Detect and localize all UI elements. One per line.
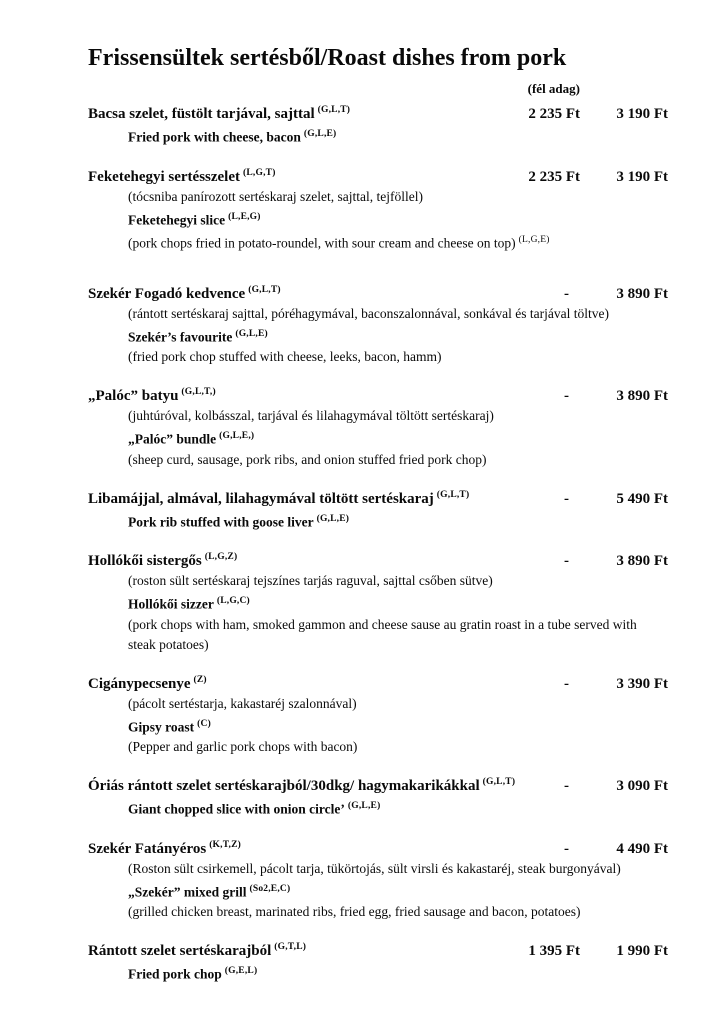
item-translation (128, 124, 668, 148)
item-price-full: 5 490 Ft (616, 490, 668, 507)
line-text: Hollókői sizzer (128, 596, 214, 612)
item-translation (128, 796, 668, 820)
menu-item (88, 547, 668, 655)
item-name (88, 670, 207, 694)
line-text: steak potatoes) (128, 636, 209, 652)
item-translation (128, 509, 668, 533)
allergen-code: (G,L,T) (436, 489, 470, 500)
item-price-full: 3 190 Ft (616, 168, 668, 185)
item-name-text: Szekér Fogadó kedvence (88, 285, 246, 302)
item-description (128, 571, 668, 591)
item-name-text: Cigánypecsenye (88, 675, 191, 692)
item-price-half: - (564, 285, 569, 302)
item-details (88, 961, 668, 985)
item-name (88, 835, 241, 859)
allergen-code: (G,L,E) (347, 801, 381, 811)
line-text: Gipsy roast (128, 719, 195, 734)
allergen-code: (G,E,L) (224, 966, 258, 976)
line-text: (juhtúróval, kolbásszal, tarjával és lilahagymával töltött sertéskaraj) (128, 408, 494, 423)
line-text: (fried pork chop stuffed with cheese, leeks, bacon, hamm) (128, 349, 442, 364)
item-price-full: 4 490 Ft (616, 840, 668, 857)
item-description (128, 187, 668, 207)
allergen-code: (L,G,Z) (204, 552, 238, 562)
menu-item (88, 163, 668, 254)
line-text: (tócsniba panírozott sertéskaraj szelet, sajttal, tejföllel) (128, 188, 424, 204)
item-price-half: - (564, 840, 569, 857)
item-name-text: Óriás rántott szelet sertéskarajból/30dkg/ hagymakarikákkal (88, 778, 480, 794)
item-details (88, 694, 668, 758)
item-details (88, 796, 668, 820)
line-text: Giant chopped slice with onion circle’ (128, 801, 345, 817)
allergen-code: (G,L,E) (316, 513, 350, 524)
item-name (88, 547, 237, 571)
allergen-code: (So2,E,C) (249, 883, 291, 894)
item-description (128, 406, 668, 426)
menu-item (88, 772, 668, 820)
item-price-half: - (564, 388, 569, 404)
item-header-row (88, 382, 668, 406)
item-price-half: 2 235 Ft (528, 106, 580, 122)
item-name-text: Rántott szelet sertéskarajból (88, 943, 272, 959)
item-name-text: Libamájjal, almával, lilahagymával töltött sertéskaraj (88, 490, 434, 507)
line-text: (rántott sertéskaraj sajttal, póréhagymával, baconszalonnával, sonkával és tarjával töltve) (128, 305, 609, 321)
item-header-row (88, 280, 668, 304)
menu-item (88, 670, 668, 758)
item-translation (128, 961, 668, 985)
half-portion-column-header: (fél adag) (527, 81, 580, 96)
page-title: Frissensültek sertésből/Roast dishes from pork (88, 45, 567, 71)
item-name (88, 485, 469, 509)
item-description (128, 347, 668, 367)
item-price-full: 3 090 Ft (616, 778, 668, 794)
allergen-code: (L,G,T) (243, 167, 276, 178)
item-details (88, 509, 668, 533)
allergen-code: (K,T,Z) (209, 839, 242, 850)
item-details (88, 571, 668, 655)
allergen-code: (L,E,G) (228, 211, 261, 222)
allergen-code: (L,G,C) (216, 596, 250, 606)
item-name (88, 100, 350, 124)
item-description (128, 450, 668, 470)
item-details (88, 187, 668, 254)
line-text: Szekér’s favourite (128, 329, 233, 344)
line-text: Fried pork chop (128, 966, 222, 982)
item-translation (128, 879, 668, 903)
line-text: (Roston sült csirkemell, pácolt tarja, tükörtojás, sült virsli és kakastaréj, steak burgonyával) (128, 860, 621, 876)
item-header-row (88, 772, 668, 796)
item-name (88, 772, 515, 796)
item-translation (128, 426, 668, 450)
allergen-code: (G,L,T) (317, 105, 351, 115)
item-translation (128, 591, 668, 615)
item-name (88, 163, 276, 187)
item-name-text: „Palóc” batyu (88, 388, 179, 404)
item-price-full: 3 890 Ft (616, 553, 668, 569)
item-price-half: - (564, 553, 569, 569)
allergen-code: (G,L,E) (235, 328, 268, 339)
item-description (128, 615, 668, 635)
item-name (88, 280, 281, 304)
item-price-half: 1 395 Ft (528, 943, 580, 959)
allergen-code: (L,G,E) (518, 235, 550, 245)
menu-item (88, 835, 668, 923)
menu-item (88, 382, 668, 470)
item-translation (128, 207, 668, 231)
item-name-text: Bacsa szelet, füstölt tarjával, sajttal (88, 106, 315, 122)
allergen-code: (G,L,T,) (181, 387, 216, 397)
item-price-full: 3 190 Ft (616, 106, 668, 122)
allergen-code: (G,L,E,) (219, 431, 255, 441)
item-price-full: 1 990 Ft (616, 943, 668, 959)
allergen-code: (G,L,T) (248, 284, 281, 295)
item-details (88, 406, 668, 470)
item-description (128, 737, 668, 757)
allergen-code: (C) (197, 718, 211, 729)
item-translation (128, 324, 668, 348)
item-translation (128, 714, 668, 738)
item-description (128, 230, 668, 254)
item-description (128, 902, 668, 922)
item-name-text: Feketehegyi sertésszelet (88, 168, 241, 185)
line-text: „Palóc” bundle (128, 431, 217, 447)
line-text: „Szekér” mixed grill (128, 884, 247, 899)
item-header-row (88, 163, 668, 187)
item-price-half: - (564, 778, 569, 794)
allergen-code: (Z) (193, 674, 207, 685)
menu-item (88, 485, 668, 533)
portion-header-row (88, 80, 668, 98)
menu-items-list (88, 100, 668, 985)
item-header-row (88, 670, 668, 694)
menu-item (88, 280, 668, 368)
line-text: Feketehegyi slice (128, 212, 226, 227)
item-details (88, 859, 668, 923)
line-text: (Pepper and garlic pork chops with bacon) (128, 739, 358, 754)
allergen-code: (G,T,L) (274, 942, 307, 952)
allergen-code: (G,L,T) (482, 777, 516, 787)
item-description (128, 694, 668, 714)
item-name-text: Szekér Fatányéros (88, 840, 207, 857)
item-details (88, 124, 668, 148)
item-price-full: 3 390 Ft (616, 675, 668, 692)
item-description (128, 635, 668, 655)
menu-item (88, 937, 668, 985)
line-text: (grilled chicken breast, marinated ribs, fried egg, fried sausage and bacon, potatoes) (128, 904, 581, 919)
item-price-full: 3 890 Ft (616, 285, 668, 302)
line-text: (roston sült sertéskaraj tejszínes tarjás raguval, sajttal csőben sütve) (128, 573, 493, 588)
item-header-row (88, 547, 668, 571)
item-header-row (88, 937, 668, 961)
line-text: (pork chops fried in potato-roundel, with sour cream and cheese on top) (128, 235, 516, 251)
item-price-full: 3 890 Ft (616, 388, 668, 404)
item-details (88, 304, 668, 368)
item-name-text: Hollókői sistergős (88, 553, 202, 569)
line-text: Pork rib stuffed with goose liver (128, 514, 314, 529)
menu-item (88, 100, 668, 148)
item-name (88, 937, 306, 961)
line-text: (sheep curd, sausage, pork ribs, and onion stuffed fried pork chop) (128, 451, 487, 467)
line-text: Fried pork with cheese, bacon (128, 129, 301, 145)
line-text: (pork chops with ham, smoked gammon and cheese sause au gratin roast in a tube served with (128, 616, 637, 632)
item-description (128, 304, 668, 324)
item-header-row (88, 100, 668, 124)
item-price-half: - (564, 490, 569, 507)
item-header-row (88, 485, 668, 509)
item-header-row (88, 835, 668, 859)
item-price-half: - (564, 675, 569, 692)
item-name (88, 382, 216, 406)
line-text: (pácolt sertéstarja, kakastaréj szalonnával) (128, 695, 357, 711)
item-price-half: 2 235 Ft (528, 168, 580, 185)
allergen-code: (G,L,E) (303, 129, 337, 139)
item-description (128, 859, 668, 879)
